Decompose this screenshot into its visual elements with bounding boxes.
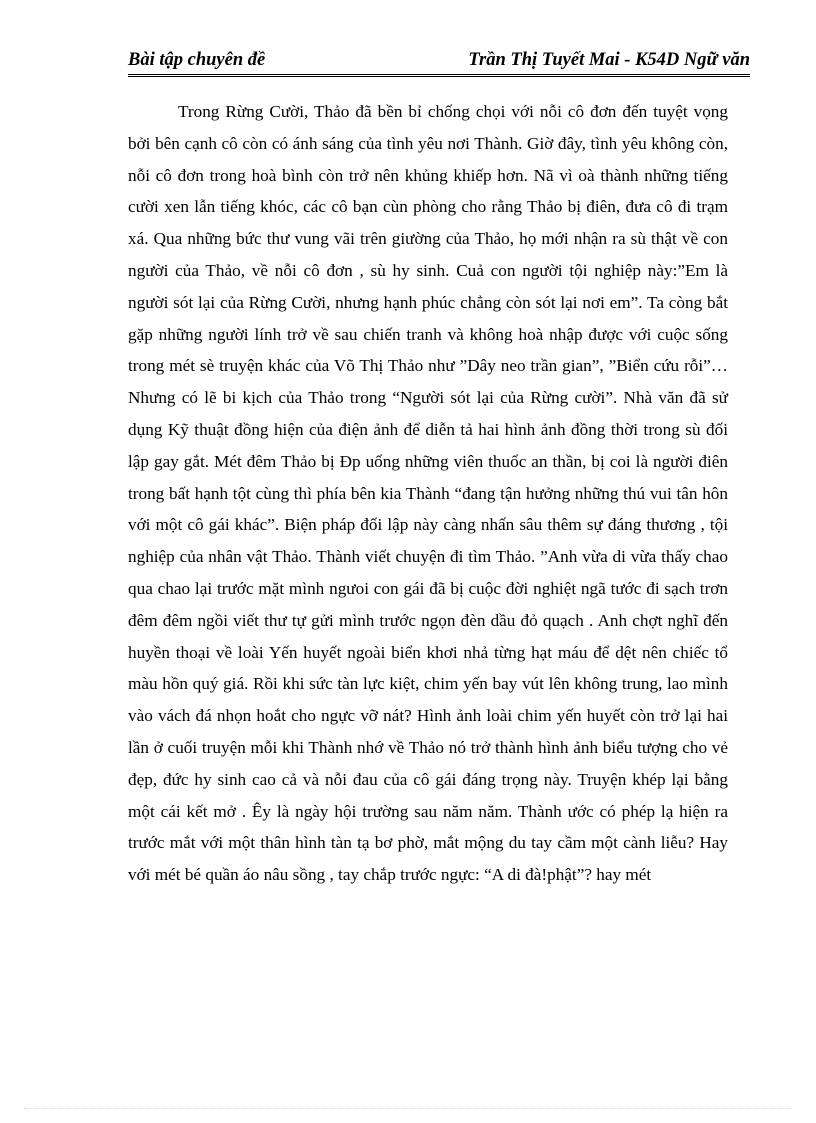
page-bottom-divider <box>24 1108 792 1109</box>
page-header <box>128 48 750 77</box>
header-author: Trần Thị Tuyết Mai - K54D Ngữ văn <box>468 50 750 70</box>
header-course-title: Bài tập chuyên đề <box>128 50 266 70</box>
body-paragraph: Trong Rừng Cười, Thảo đã bền bỉ chống chọi với nỗi cô đơn đến tuyệt vọng bởi bên cạnh cô còn có ánh sáng của tình yêu nơi Thành. Giờ đây, tình yêu không còn, nỗi cô đơn trong hoà bình còn trở nên khủng khiếp hơn. Nã vì oà thành những tiếng cười xen lẫn tiếng khóc, các cô bạn cùn phòng cho rằng Thảo bị điên, đưa cô đi trạm xá. Qua những bức thư vung vãi trên giường của Thảo, họ mới nhận ra sù thật về con người của Thảo, về nỗi cô đơn , sù hy sinh. Cuả con người tội nghiệp này:”Em là người sót lại của Rừng Cười, nhưng hạnh phúc chẳng còn sót lại nơi em”. Ta còng bắt gặp những người lính trở về sau chiến tranh và không hoà nhập được với cuộc sống trong mét sè truyện khác của Võ Thị Thảo như ”Dây neo trần gian”, ”Biển cứu rỗi”…Nhưng có lẽ bi kịch của Thảo trong “Người sót lại của Rừng cười”. Nhà văn đã sử dụng Kỹ thuật đồng hiện của điện ảnh để diễn tả hai hình ảnh đồng thời trong sù đối lập gay gắt. Mét đêm Thảo bị Ðp uống những viên thuốc an thần, bị coi là người điên trong bất hạnh tột cùng thì phía bên kia Thành “đang tận hưởng những thú vui tân hôn với một cô gái khác”. Biện pháp đối lập này càng nhấn sâu thêm sự đáng thương , tội nghiệp của nhân vật Thảo. Thành viết chuyện đi tìm Thảo. ”Anh vừa di vừa thấy chao qua chao lại trước mặt mình ngưoi con gái đã bị cuộc đời nghiệt ngã tước đi sạch trơn đêm đêm ngồi viết thư tự gửi mình trước ngọn đèn dầu đỏ quạch . Anh chợt nghĩ đến huyền thoại về loài Yến huyết ngoài biển khơi nhả từng hạt máu để dệt nên chiếc tổ màu hồn quý giá. Rồi khi sức tàn lực kiệt, chim yến bay vút lên không trung, lao mình vào vách đá nhọn hoắt cho ngực vỡ nát? Hình ảnh loài chim yến huyết còn trở lại hai lần ở cuối truyện mỗi khi Thành nhớ về Thảo nó trở thành hình ảnh biểu tượng cho vẻ đẹp, đức hy sinh cao cả và nỗi đau của cô gái đáng trọng này. Truyện khép lại bằng một cái kết mở . Êy là ngày hội trường sau năm năm. Thành ước có phép lạ hiện ra trước mắt với một thân hình tàn tạ bơ phờ, mắt mộng du tay cầm một cành liễu? Hay với mét bé quần áo nâu sồng , tay chắp trước ngực: “A di đà!phật”? hay mét <box>128 102 728 885</box>
document-body <box>128 96 728 891</box>
